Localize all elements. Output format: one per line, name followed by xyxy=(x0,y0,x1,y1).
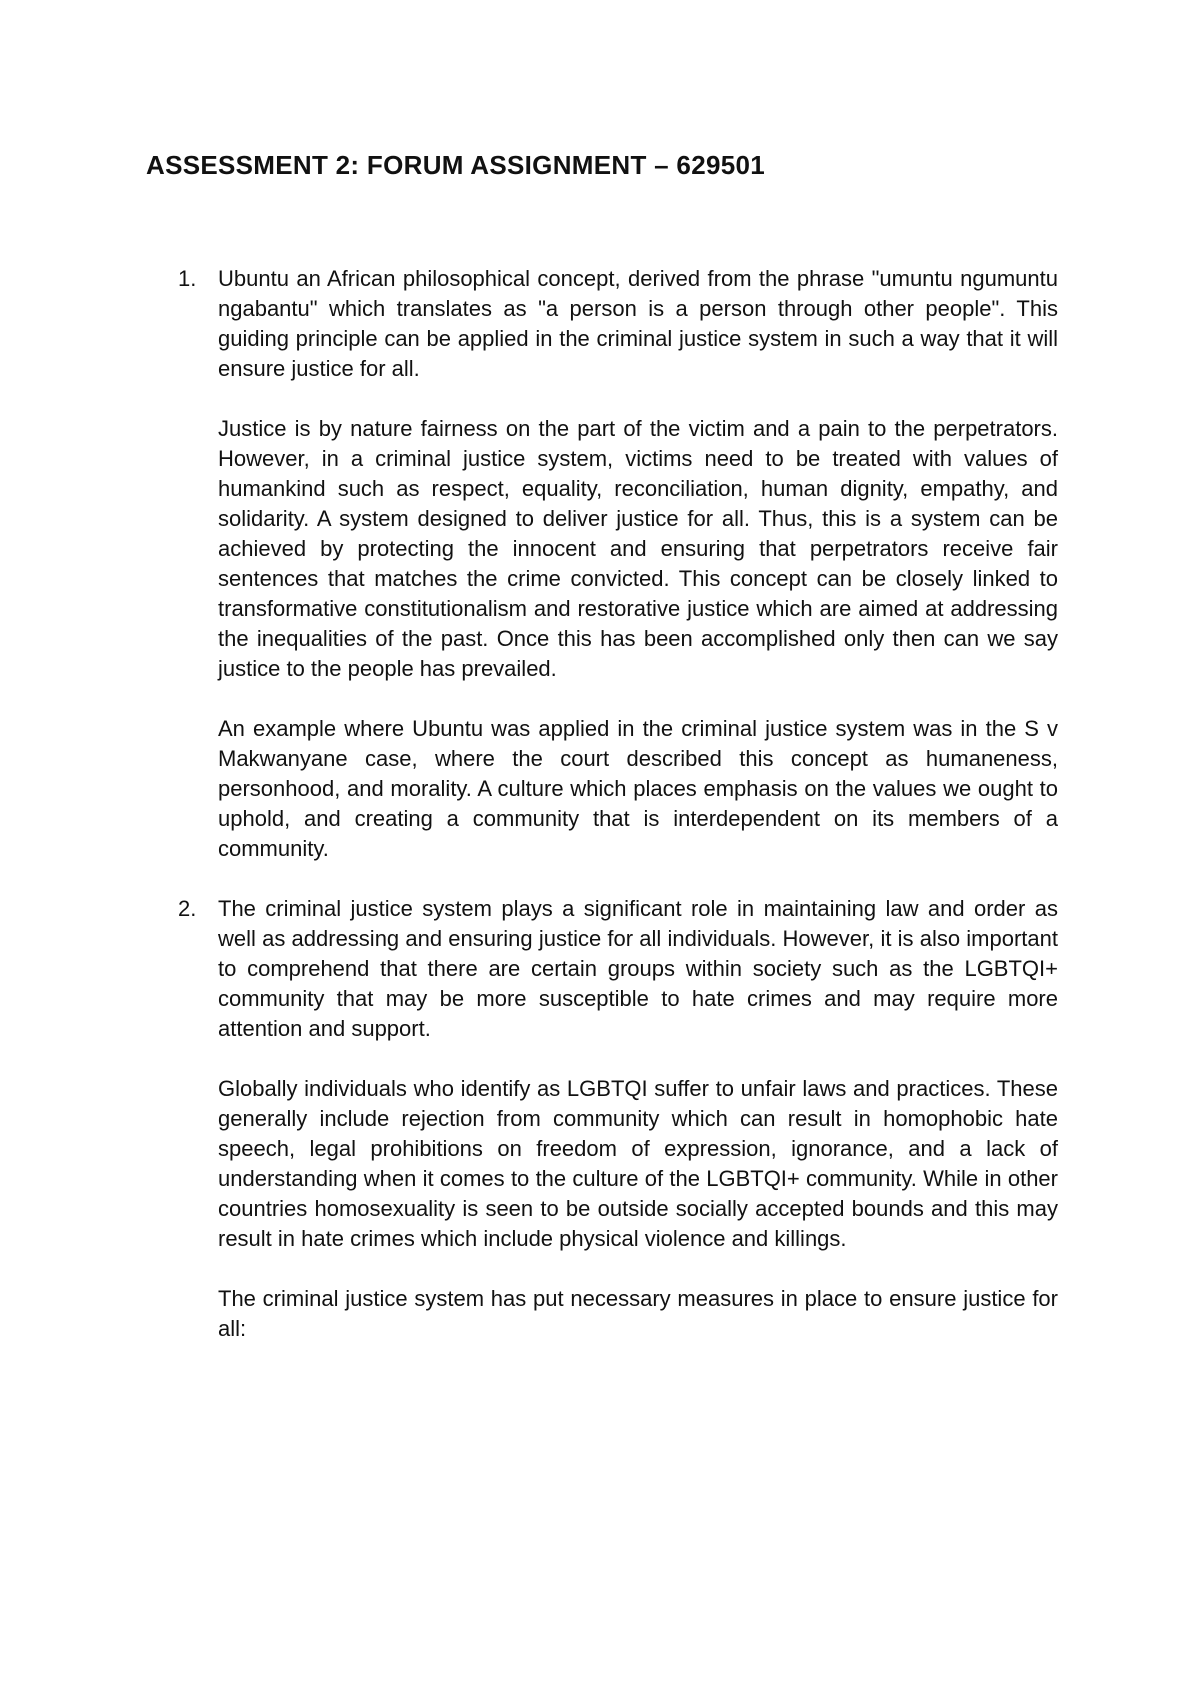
paragraph: Globally individuals who identify as LGBTQI suffer to unfair laws and practices. These generally include rejection from community which can result in homophobic hate speech, legal prohibitions on freedom of expression, ignorance, and a lack of understanding when it comes to the culture of the LGBTQI+ community. While in other countries homosexuality is seen to be outside socially accepted bounds and this may result in hate crimes which include physical violence and killings. xyxy=(218,1076,1058,1251)
list-item-number: 1. xyxy=(178,266,197,291)
list-item xyxy=(178,894,1058,1344)
list-item-number: 2. xyxy=(178,896,197,921)
paragraph: An example where Ubuntu was applied in the criminal justice system was in the S v Makwanyane case, where the court described this concept as humaneness, personhood, and morality. A culture which places emphasis on the values we ought to uphold, and creating a community that is interdependent on its members of a community. xyxy=(218,716,1058,861)
paragraph: The criminal justice system has put necessary measures in place to ensure justice for all: xyxy=(218,1286,1058,1341)
paragraph: Justice is by nature fairness on the part of the victim and a pain to the perpetrators. However, in a criminal justice system, victims need to be treated with values of humankind such as respect, equality, reconciliation, human dignity, empathy, and solidarity. A system designed to deliver justice for all. Thus, this is a system can be achieved by protecting the innocent and ensuring that perpetrators receive fair sentences that matches the crime convicted. This concept can be closely linked to transformative constitutionalism and restorative justice which are aimed at addressing the inequalities of the past. Once this has been accomplished only then can we say justice to the people has prevailed. xyxy=(218,416,1058,681)
paragraph: Ubuntu an African philosophical concept, derived from the phrase "umuntu ngumuntu ngabantu" which translates as "a person is a person through other people". This guiding principle can be applied in the criminal justice system in such a way that it will ensure justice for all. xyxy=(218,266,1058,381)
list-item xyxy=(178,264,1058,864)
document-title: ASSESSMENT 2: FORUM ASSIGNMENT – 629501 xyxy=(146,150,765,180)
numbered-list xyxy=(178,264,1058,1374)
paragraph: The criminal justice system plays a significant role in maintaining law and order as well as addressing and ensuring justice for all individuals. However, it is also important to comprehend that there are certain groups within society such as the LGBTQI+ community that may be more susceptible to hate crimes and may require more attention and support. xyxy=(218,896,1058,1041)
